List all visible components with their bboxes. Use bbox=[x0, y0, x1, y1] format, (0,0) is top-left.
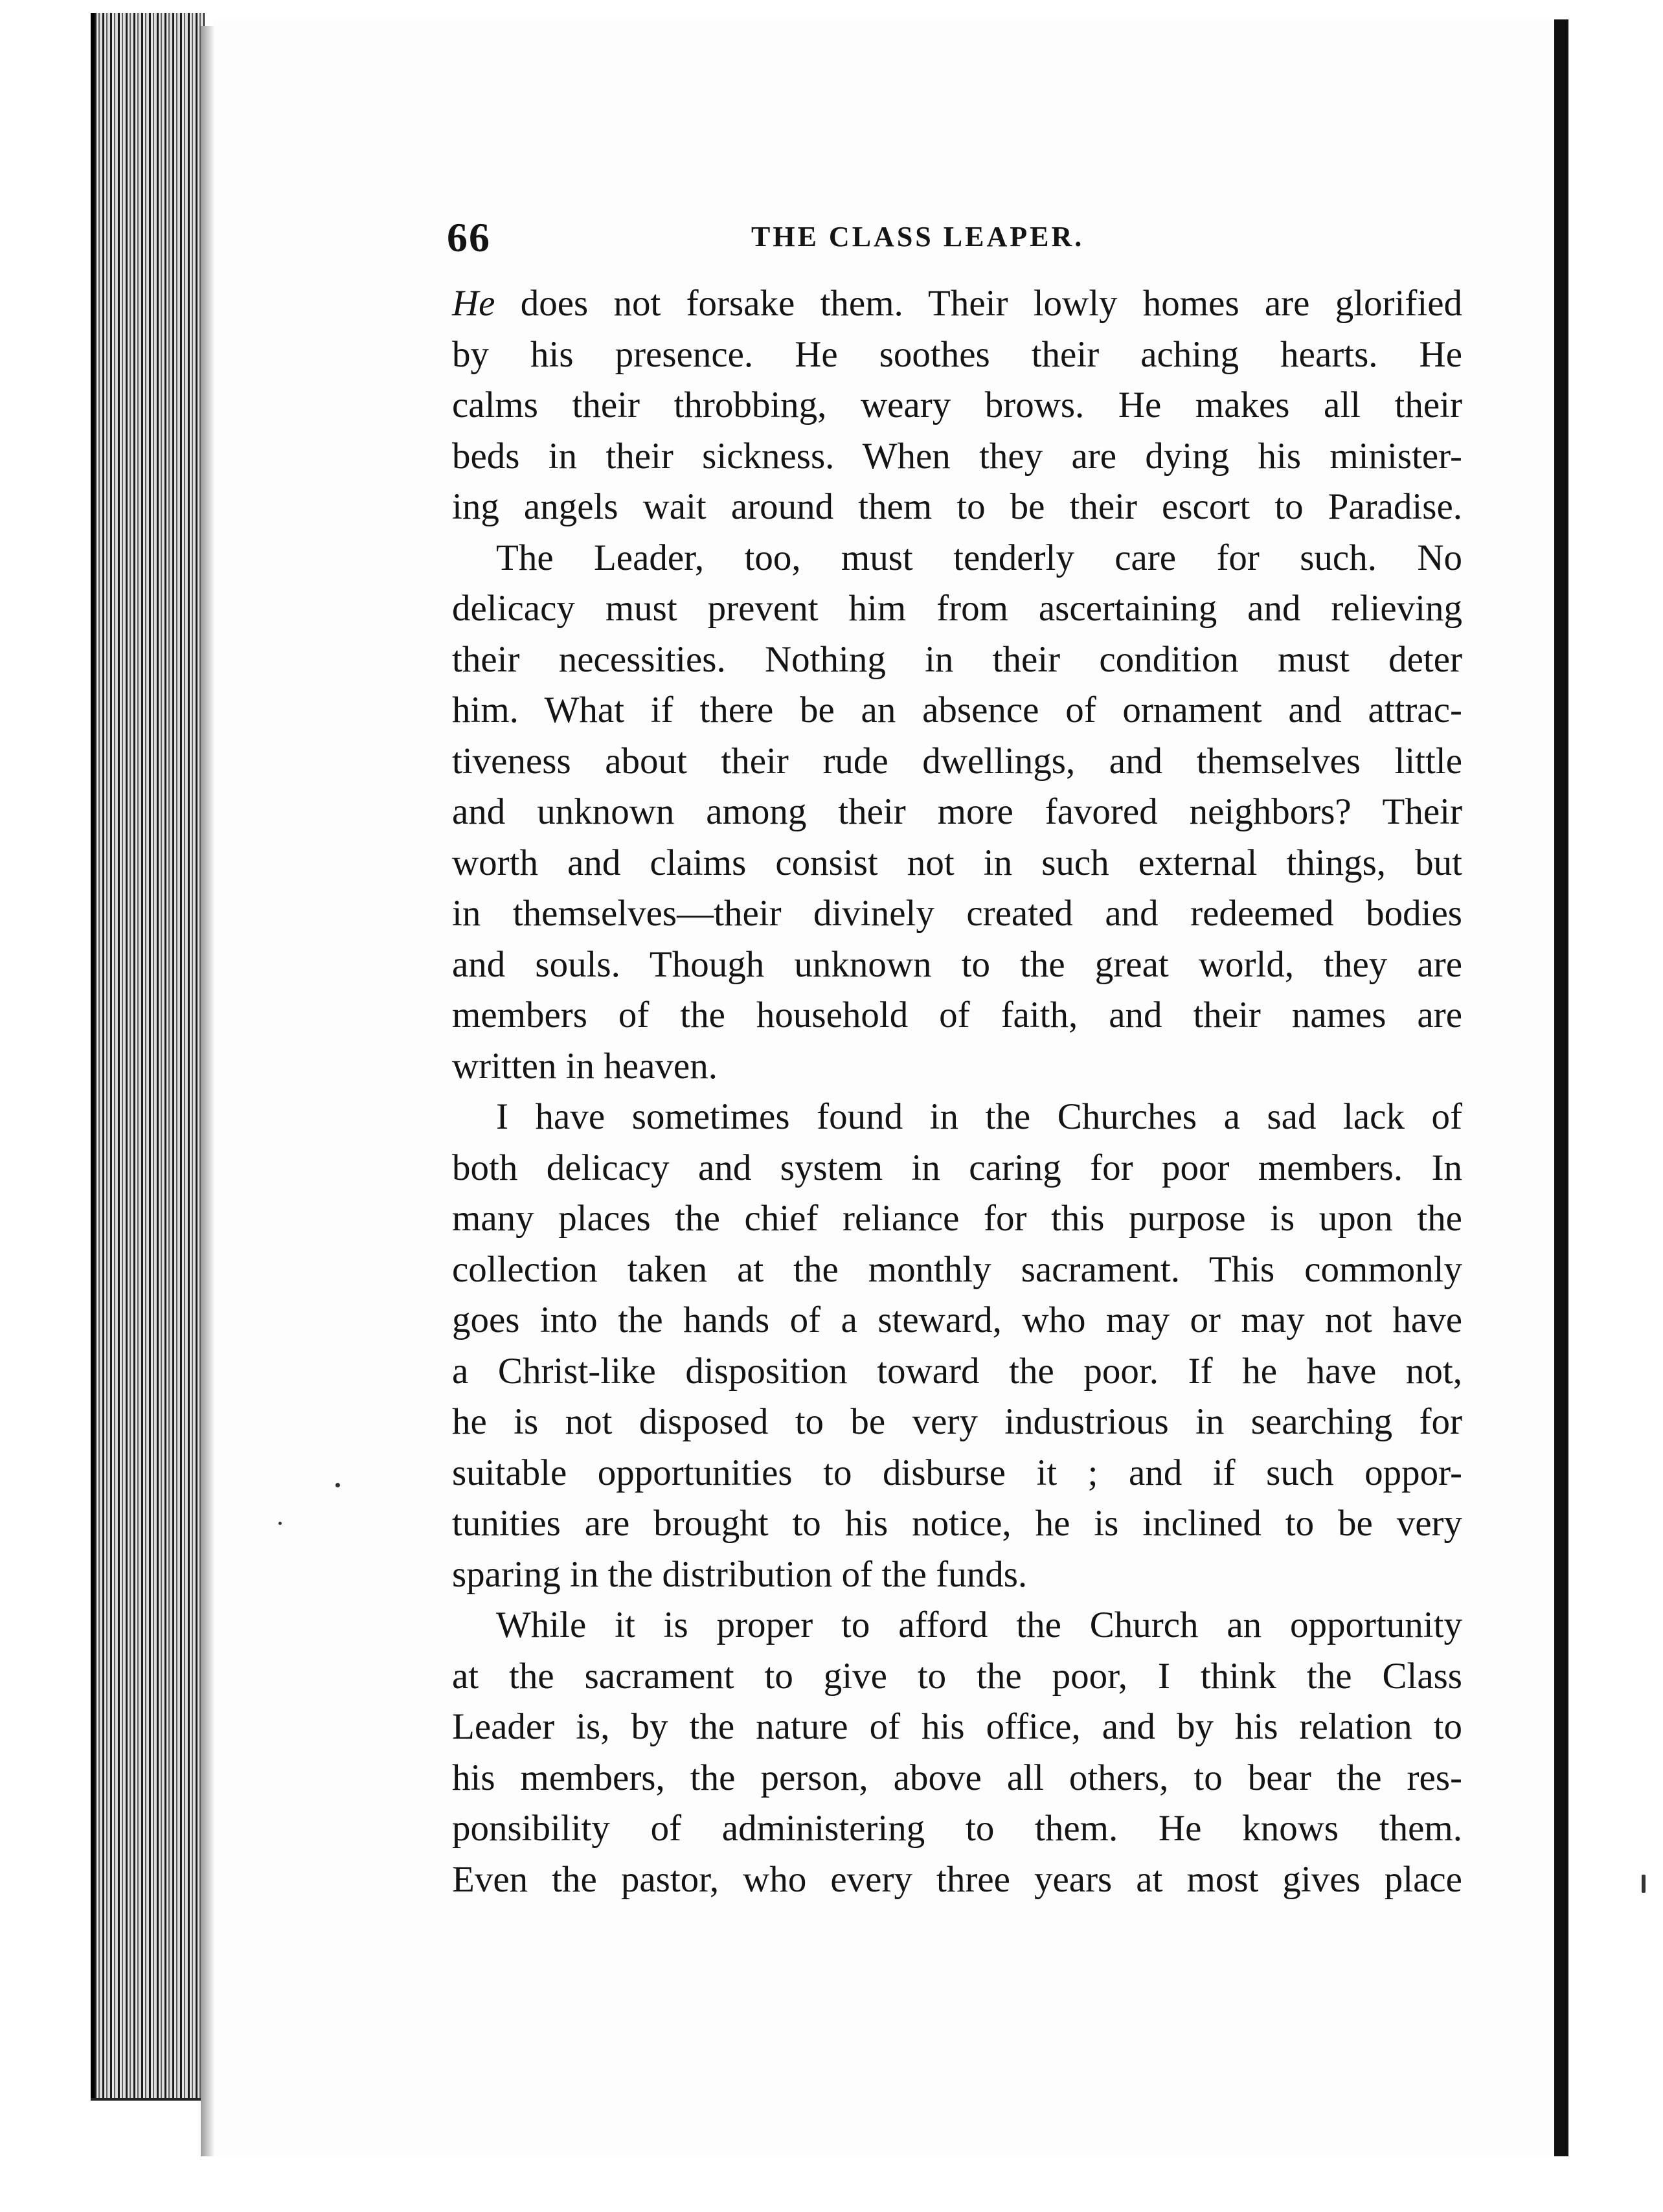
text-line: Leader is, by the nature of his office, and by his relation to bbox=[452, 1706, 1462, 1747]
text-line: in themselves—their divinely created and redeemed bodies bbox=[452, 893, 1462, 934]
page-header bbox=[447, 214, 1522, 272]
text-line: ing angels wait around them to be their escort to Paradise. bbox=[452, 486, 1462, 527]
text-line: delicacy must prevent him from ascertaining and relieving bbox=[452, 588, 1462, 629]
text-line: sparing in the distribution of the funds. bbox=[452, 1553, 1028, 1595]
text-line-content: does not forsake them. Their lowly homes are glorified bbox=[495, 283, 1462, 324]
text-line-italic-lead: He bbox=[452, 283, 495, 324]
scan-speck bbox=[278, 1522, 282, 1525]
text-line: a Christ-like disposition toward the poor. If he have not, bbox=[452, 1350, 1462, 1392]
text-line: many places the chief reliance for this purpose is upon the bbox=[452, 1198, 1462, 1239]
text-line: and unknown among their more favored neighbors? Their bbox=[452, 791, 1462, 832]
right-margin-strip bbox=[1568, 19, 1640, 2156]
right-page-border bbox=[1554, 19, 1568, 2156]
text-line: and souls. Though unknown to the great world, they are bbox=[452, 943, 1462, 985]
text-line: him. What if there be an absence of ornament and attrac- bbox=[452, 690, 1462, 730]
text-line bbox=[452, 278, 1462, 330]
text-line: ponsibility of administering to them. He knows them. bbox=[452, 1808, 1462, 1849]
book-page-edges bbox=[91, 13, 205, 2150]
text-line: tunities are brought to his notice, he is inclined to be very bbox=[452, 1503, 1462, 1544]
text-line: calms their throbbing, weary brows. He makes all their bbox=[452, 385, 1462, 425]
text-line: tiveness about their rude dwellings, and themselves little bbox=[452, 740, 1462, 782]
text-line: Even the pastor, who every three years at most gives place bbox=[452, 1858, 1462, 1900]
text-line: he is not disposed to be very industrious in searching for bbox=[452, 1401, 1462, 1442]
text-line: written in heaven. bbox=[452, 1045, 718, 1087]
scan-speck bbox=[335, 1483, 340, 1487]
text-line: I have sometimes found in the Churches a sad lack of bbox=[496, 1096, 1462, 1137]
text-line: The Leader, too, must tenderly care for such. No bbox=[496, 537, 1462, 578]
text-line: his members, the person, above all others, to bear the res- bbox=[452, 1757, 1462, 1798]
text-line: at the sacrament to give to the poor, I think the Class bbox=[452, 1655, 1462, 1697]
text-line: members of the household of faith, and their names are bbox=[452, 995, 1462, 1035]
text-line: While it is proper to afford the Church an opportunity bbox=[496, 1605, 1462, 1645]
text-line: their necessities. Nothing in their condition must deter bbox=[452, 638, 1462, 680]
text-line: collection taken at the monthly sacrament. This commonly bbox=[452, 1248, 1462, 1290]
text-line: goes into the hands of a steward, who may or may not have bbox=[452, 1300, 1462, 1340]
gutter-shadow bbox=[201, 26, 215, 2156]
text-line: beds in their sickness. When they are dying his minister- bbox=[452, 435, 1462, 477]
running-title: THE CLASS LEAPER. bbox=[751, 221, 1085, 253]
text-line: both delicacy and system in caring for poor members. In bbox=[452, 1147, 1462, 1188]
text-line: suitable opportunities to disburse it ; and if such oppor- bbox=[452, 1452, 1462, 1493]
text-line: by his presence. He soothes their aching hearts. He bbox=[452, 333, 1462, 375]
scan-speck bbox=[1642, 1875, 1646, 1893]
page-number: 66 bbox=[447, 214, 491, 260]
text-line: worth and claims consist not in such external things, but bbox=[452, 842, 1462, 883]
body-text bbox=[452, 278, 1462, 1905]
